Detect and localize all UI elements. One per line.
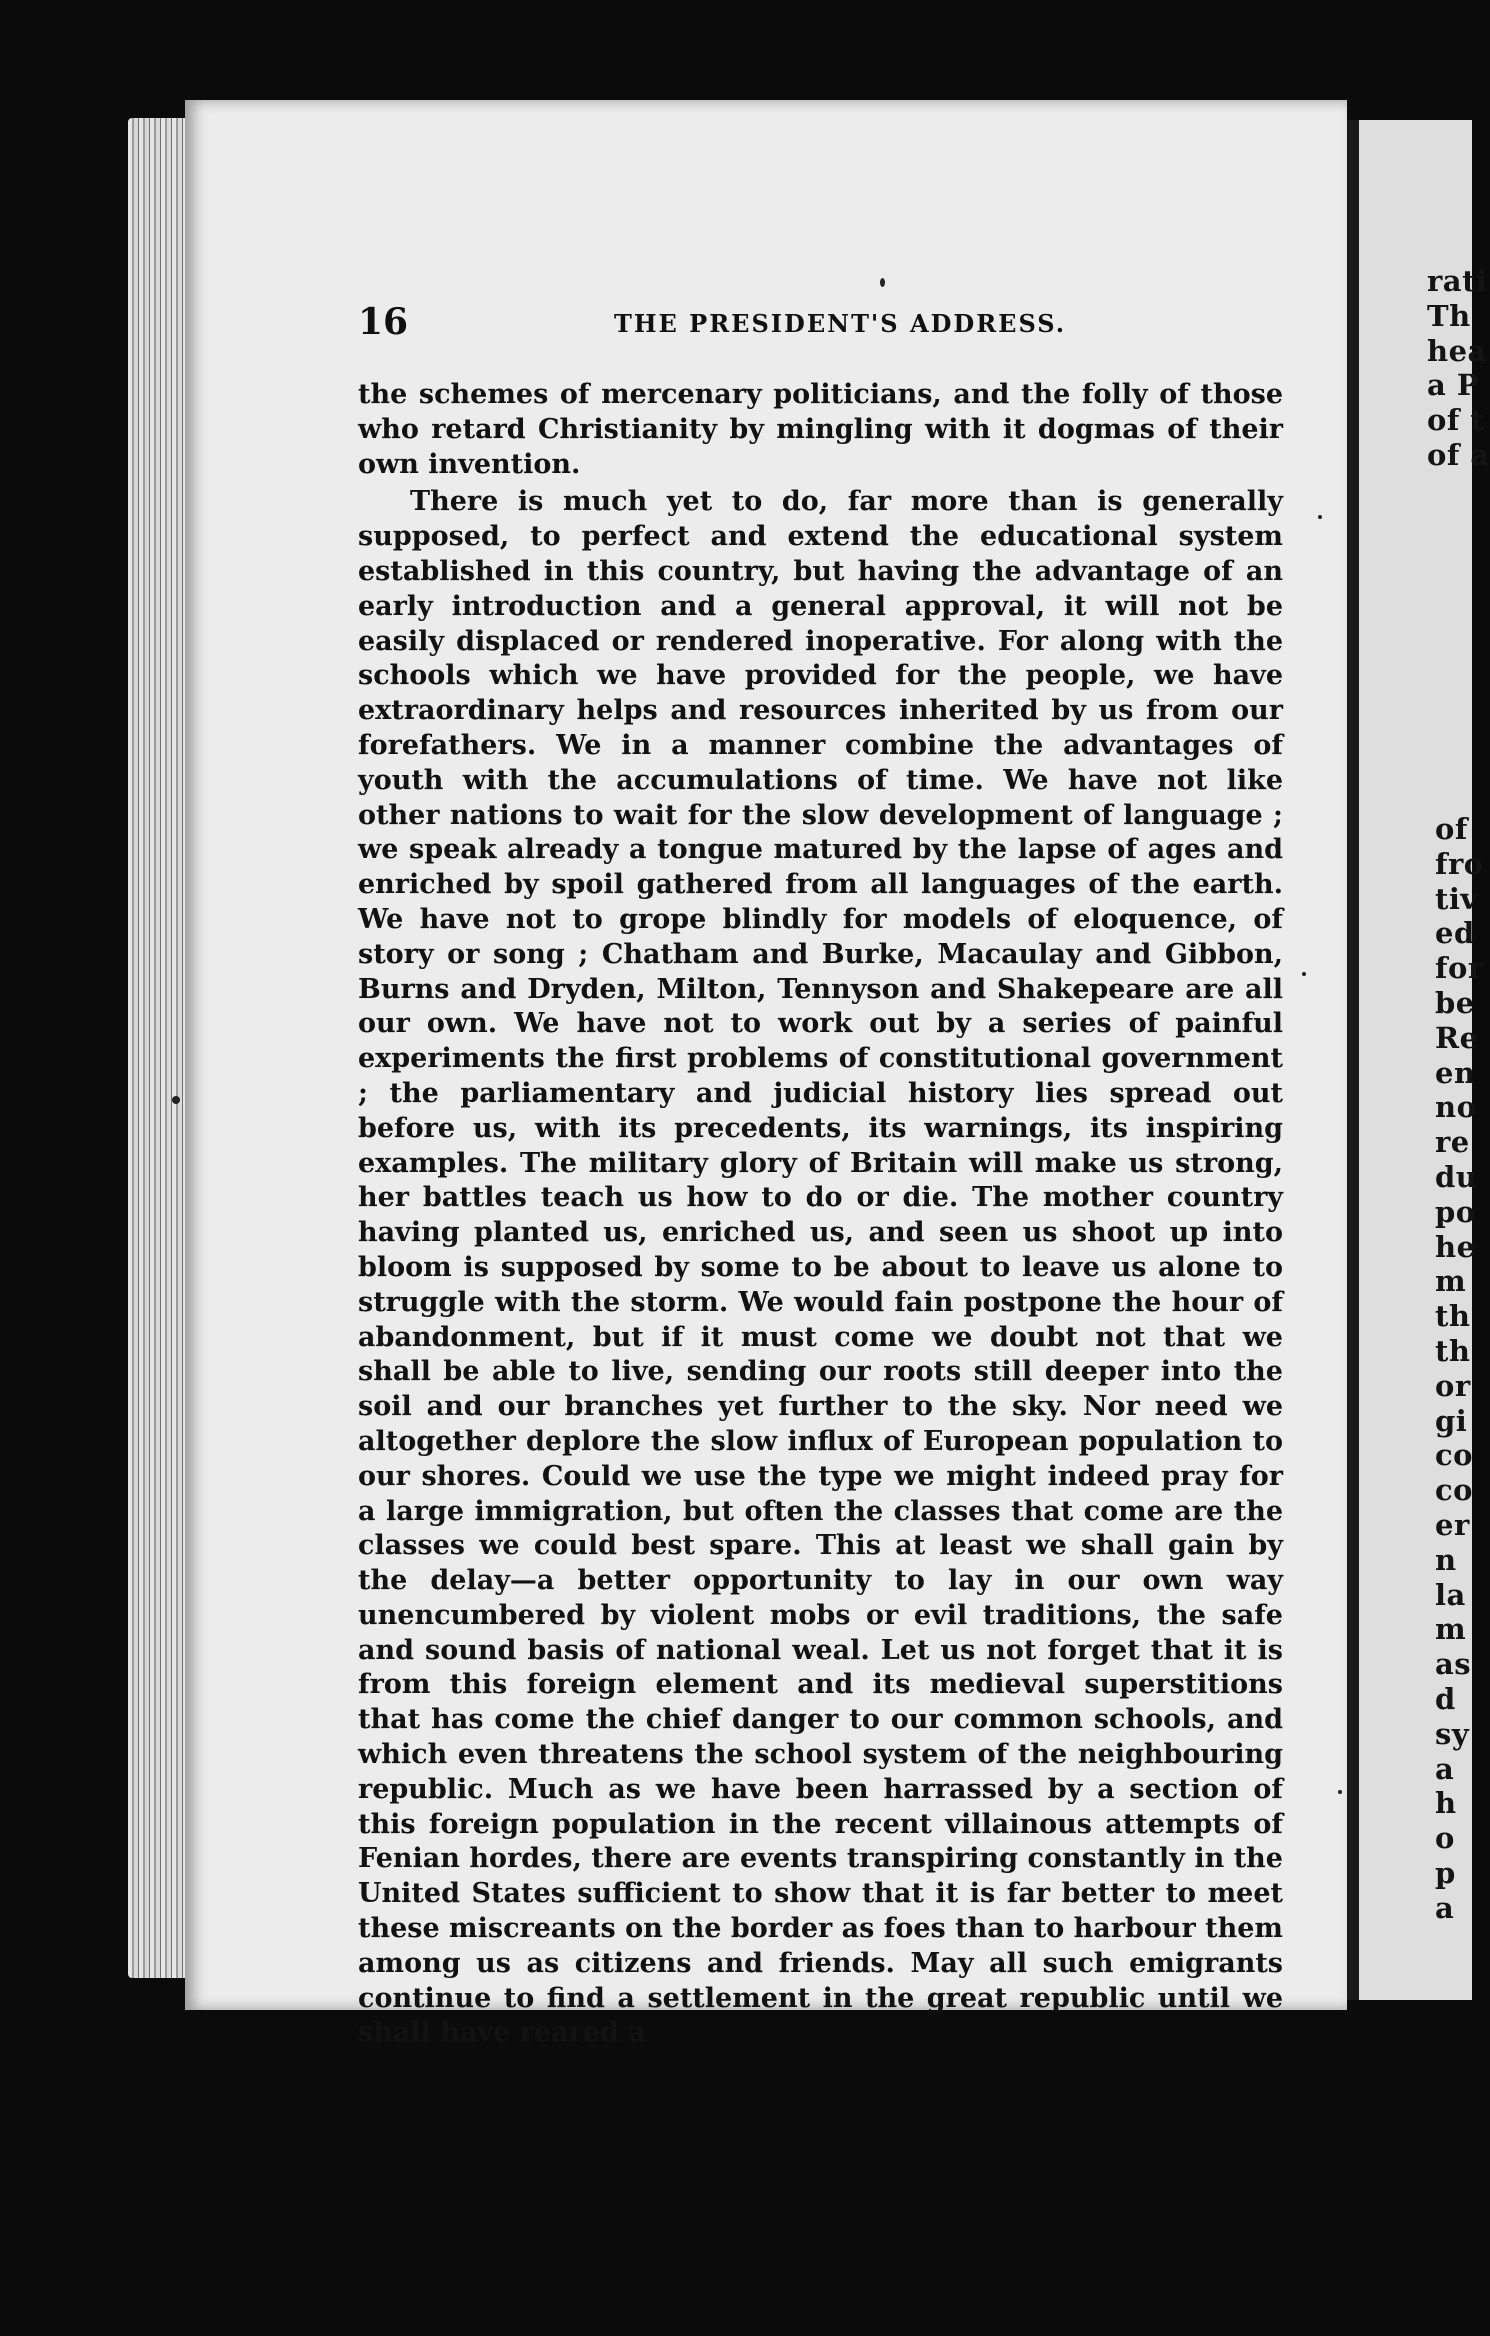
- facing-page-line: fro: [1435, 846, 1484, 881]
- running-title: THE PRESIDENT'S ADDRESS.: [614, 309, 1067, 338]
- facing-page-line: h: [1435, 1786, 1457, 1821]
- facing-page-line: of: [1435, 812, 1468, 846]
- facing-page-line: a: [1435, 1890, 1455, 1925]
- facing-page-line: for: [1435, 951, 1484, 986]
- paragraph: There is much yet to do, far more than is generally supposed, to perfect and extend the educational system established in this country, but having the advantage of an early introduction and a general approval, it will not be easily displaced or rendered inoperative. For along with the schools which we have provided for the people, we have extraordinary helps and resources inherited by us from our forefathers. We in a manner combine the advantages of youth with the accumulations of time. We have not like other nations to wait for the slow development of language ; we speak already a tongue matured by the lapse of ages and enriched by spoil gathered from all languages of the earth. We have not to grope blindly for models of eloquence, of story or song ; Chatham and Burke, Macaulay and Gibbon, Burns and Dryden, Milton, Tennyson and Shakepeare are all our own. We have not to work out by a series of painful experiments the first problems of constitutional government ; the parliamentary and judicial history lies spread out before us, with its precedents, its warnings, its inspiring examples. The military glory of Britain will make us strong, her battles teach us how to do or die. The mother country having planted us, enriched us, and seen us shoot up into bloom is supposed by some to be about to leave us alone to struggle with the storm. We would fain postpone the hour of abandonment, but if it must come we doubt not that we shall be able to live, sending our roots still deeper into the soil and our branches yet further to the sky. Nor need we altogether deplore the slow influx of European population to our shores. Could we use the type we might indeed pray for a large immigration, but often the classes that come are the classes we could best spare. This at least we shall gain by the delay—a better opportunity to lay in our own way unencumbered by violent mobs or evil traditions, the safe and sound basis of national weal. Let us not forget that it is from this foreign element and its medieval superstitions that has come the chief danger to our common schools, and which even threatens the school system of the neighbouring republic. Much as we have been harrassed by a section of this foreign population in the recent villainous attempts of Fenian hordes, there are events transpiring constantly in the United States sufficient to show that it is far better to meet these miscreants on the border as foes than to harbour them among us as citizens and friends. May all such emigrants continue to find a settlement in the great republic until we shall have reared a: [358, 486, 1283, 2049]
- paragraph-continuation: the schemes of mercenary politicians, and the folly of those who retard Christianity by mingling with it dogmas of their own invention.: [358, 379, 1283, 480]
- facing-page-cropped: [1359, 120, 1490, 2000]
- facing-page-line: er: [1435, 1508, 1470, 1542]
- facing-page-line: th: [1435, 1334, 1471, 1368]
- facing-page-line: a P: [1427, 368, 1480, 403]
- facing-page-line: po: [1435, 1194, 1476, 1229]
- ink-speck: [1338, 1790, 1342, 1794]
- page-number: 16: [358, 301, 409, 343]
- facing-page-line: re: [1435, 1125, 1470, 1160]
- facing-page-line: en: [1435, 1055, 1476, 1090]
- facing-page-line: tiv: [1435, 881, 1478, 916]
- facing-page-line: no: [1435, 1090, 1477, 1125]
- facing-page-line: be: [1435, 986, 1475, 1020]
- facing-page-line: a: [1435, 1751, 1455, 1786]
- facing-page-line: Th: [1427, 298, 1471, 333]
- facing-page-line: n: [1435, 1542, 1457, 1577]
- facing-page-line: m: [1435, 1264, 1467, 1299]
- ink-speck: [1318, 515, 1322, 519]
- facing-page-line: gi: [1435, 1403, 1468, 1438]
- book-gutter: [1347, 120, 1359, 2000]
- facing-page-line: m: [1435, 1612, 1467, 1647]
- ink-speck: [880, 278, 885, 287]
- facing-page-line: th: [1435, 1299, 1471, 1334]
- facing-page-line: hea: [1427, 333, 1487, 368]
- facing-page-line: o: [1435, 1821, 1455, 1856]
- facing-page-line: of t: [1427, 403, 1485, 438]
- facing-page-line: ed: [1435, 916, 1475, 951]
- facing-page-line: rati: [1427, 264, 1488, 298]
- page-header: [358, 302, 1288, 342]
- ink-speck: [172, 1096, 180, 1104]
- body-text: [358, 378, 1283, 2051]
- facing-page-line: p: [1435, 1856, 1456, 1890]
- facing-page-line: du: [1435, 1160, 1478, 1194]
- facing-page-line: d: [1435, 1682, 1456, 1716]
- facing-page-line: or: [1435, 1368, 1471, 1403]
- facing-page-line: co: [1435, 1473, 1474, 1508]
- facing-page-line: sy: [1435, 1716, 1470, 1751]
- facing-page-line: of a: [1427, 438, 1490, 472]
- facing-page-line: as: [1435, 1647, 1472, 1682]
- page-edges: [128, 118, 190, 1978]
- facing-page-line: he: [1435, 1229, 1476, 1264]
- facing-page-line: Re: [1435, 1020, 1479, 1055]
- ink-speck: [1302, 972, 1306, 976]
- facing-page-line: co: [1435, 1438, 1474, 1473]
- facing-page-line: la: [1435, 1577, 1466, 1612]
